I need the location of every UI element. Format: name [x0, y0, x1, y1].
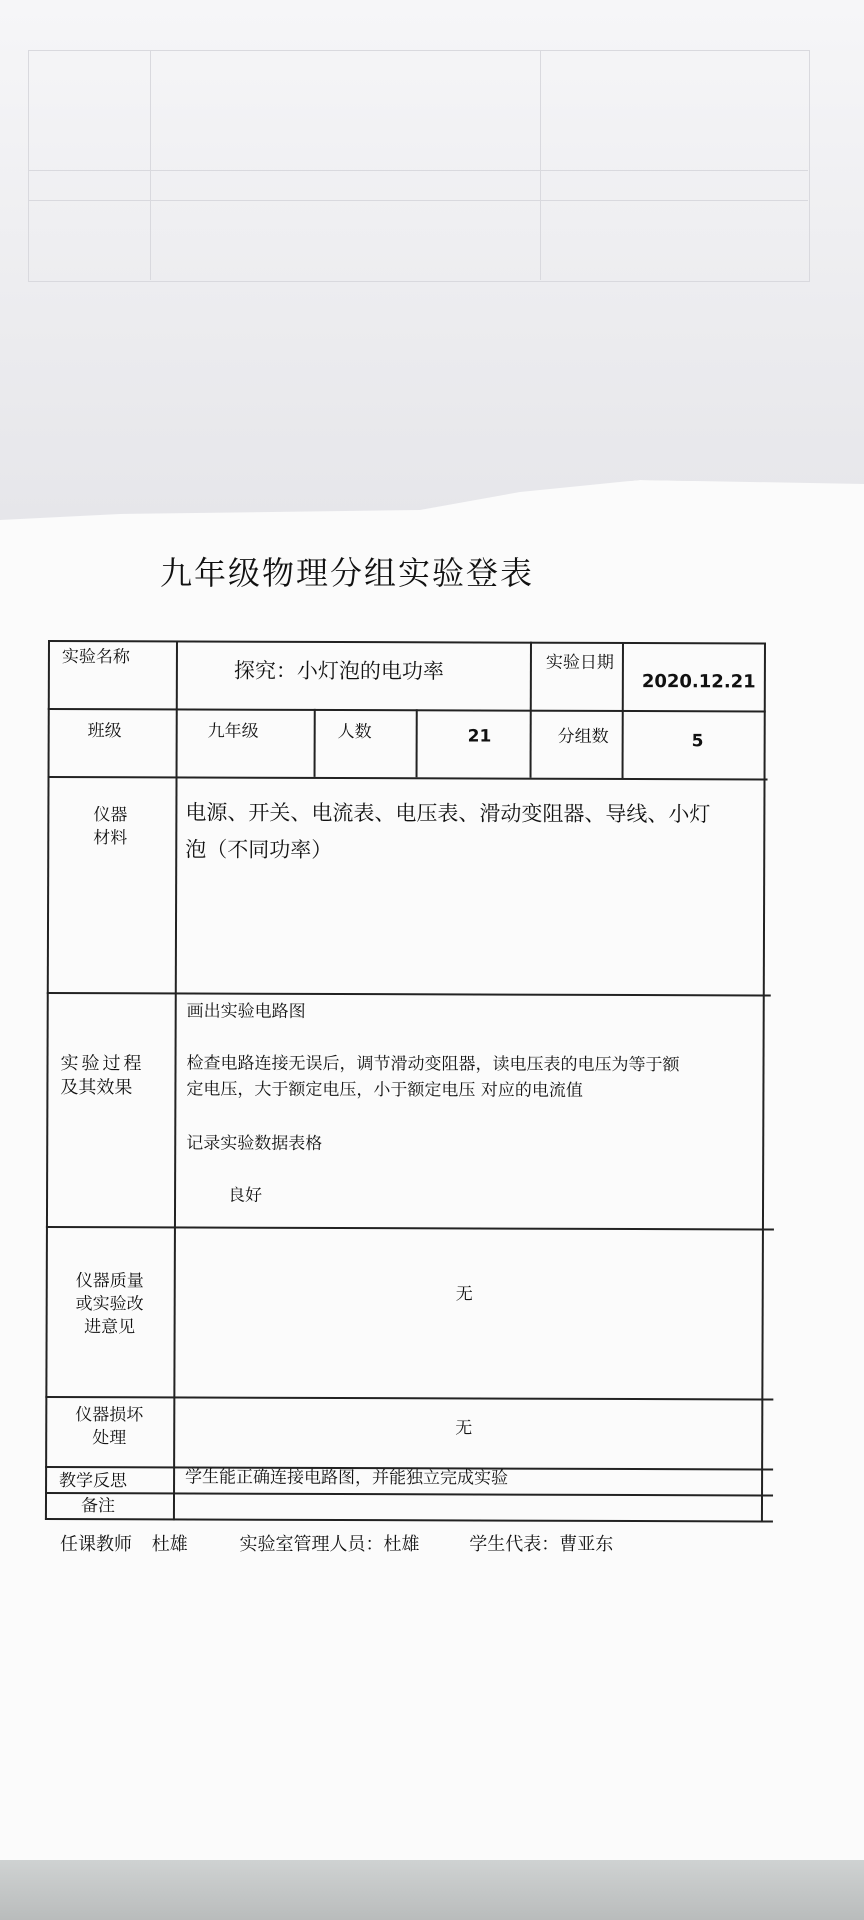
document-title: 九年级物理分组实验登表	[160, 554, 535, 592]
table-rule	[622, 642, 624, 710]
people-label: 人数	[337, 722, 372, 743]
damage-label-line1: 仪器损坏	[75, 1405, 144, 1426]
background-sheet	[0, 0, 864, 525]
experiment-date-value: 2020.12.21	[641, 671, 756, 693]
student-rep-name: 曹亚东	[559, 1534, 614, 1555]
lab-manager-label: 实验室管理人员：	[239, 1534, 384, 1555]
table-rule	[622, 710, 624, 778]
reflection-value: 学生能正确连接电路图，并能独立完成实验	[185, 1467, 509, 1489]
remarks-label: 备注	[80, 1496, 116, 1517]
materials-label-line2: 材料	[93, 828, 128, 849]
table-rule	[530, 642, 532, 778]
ghost-rule	[28, 170, 808, 171]
quality-label-line3: 进意见	[84, 1317, 136, 1338]
ghost-rule	[28, 200, 808, 201]
desk-surface	[0, 1860, 864, 1920]
process-step-2-line2: 定电压，大于额定电压，小于额定电压 对应的电流值	[186, 1079, 583, 1102]
quality-value: 无	[455, 1284, 473, 1305]
materials-label-line1: 仪器	[93, 805, 128, 826]
ghost-rule	[150, 50, 151, 280]
materials-value	[185, 794, 710, 869]
lab-manager-name: 杜雄	[383, 1534, 420, 1555]
student-rep-label: 学生代表：	[469, 1534, 560, 1555]
table-rule	[47, 992, 771, 997]
groups-value: 5	[691, 731, 704, 752]
table-rule	[46, 1226, 774, 1231]
materials-label	[93, 804, 127, 850]
table-rule	[314, 709, 316, 777]
table-rule	[173, 640, 178, 1520]
ghost-rule	[540, 50, 541, 280]
process-step-2	[186, 1050, 679, 1104]
teacher-label: 任课教师	[60, 1534, 132, 1555]
table-rule	[45, 1492, 773, 1497]
process-label-line1: 实验过程	[60, 1053, 145, 1075]
damage-label	[49, 1404, 169, 1450]
class-value: 九年级	[207, 721, 259, 742]
table-rule	[416, 709, 418, 777]
damage-label-line2: 处理	[92, 1428, 127, 1449]
experiment-name-label: 实验名称	[61, 647, 130, 668]
experiment-record-table	[45, 640, 778, 1523]
process-label-line2: 及其效果	[60, 1077, 133, 1099]
experiment-date-label: 实验日期	[545, 652, 614, 673]
table-rule	[48, 708, 766, 713]
reflection-label: 教学反思	[59, 1471, 128, 1492]
table-rule	[761, 642, 766, 1522]
materials-line1: 电源、开关、电流表、电压表、滑动变阻器、导线、小灯	[185, 800, 711, 827]
materials-line2: 泡（不同功率）	[185, 837, 333, 862]
process-step-2-line1: 检查电路连接无误后，调节滑动变阻器，读电压表的电压为等于额	[186, 1053, 680, 1076]
quality-label-line2: 或实验改	[75, 1294, 144, 1315]
quality-label-line1: 仪器质量	[75, 1271, 144, 1292]
table-rule	[48, 776, 768, 781]
process-step-3: 记录实验数据表格	[186, 1133, 323, 1154]
process-result: 良好	[228, 1185, 263, 1206]
table-rule	[45, 1396, 773, 1401]
people-value: 21	[467, 726, 492, 747]
class-label: 班级	[87, 721, 122, 742]
process-label	[60, 1052, 144, 1101]
signature-footer	[60, 1530, 613, 1556]
experiment-name-value: 探究：小灯泡的电功率	[233, 658, 444, 684]
process-step-1: 画出实验电路图	[186, 1001, 306, 1022]
quality-label	[50, 1270, 170, 1339]
teacher-name: 杜雄	[151, 1534, 188, 1555]
damage-value: 无	[455, 1418, 473, 1439]
ghost-table	[28, 50, 810, 282]
groups-label: 分组数	[557, 726, 609, 747]
